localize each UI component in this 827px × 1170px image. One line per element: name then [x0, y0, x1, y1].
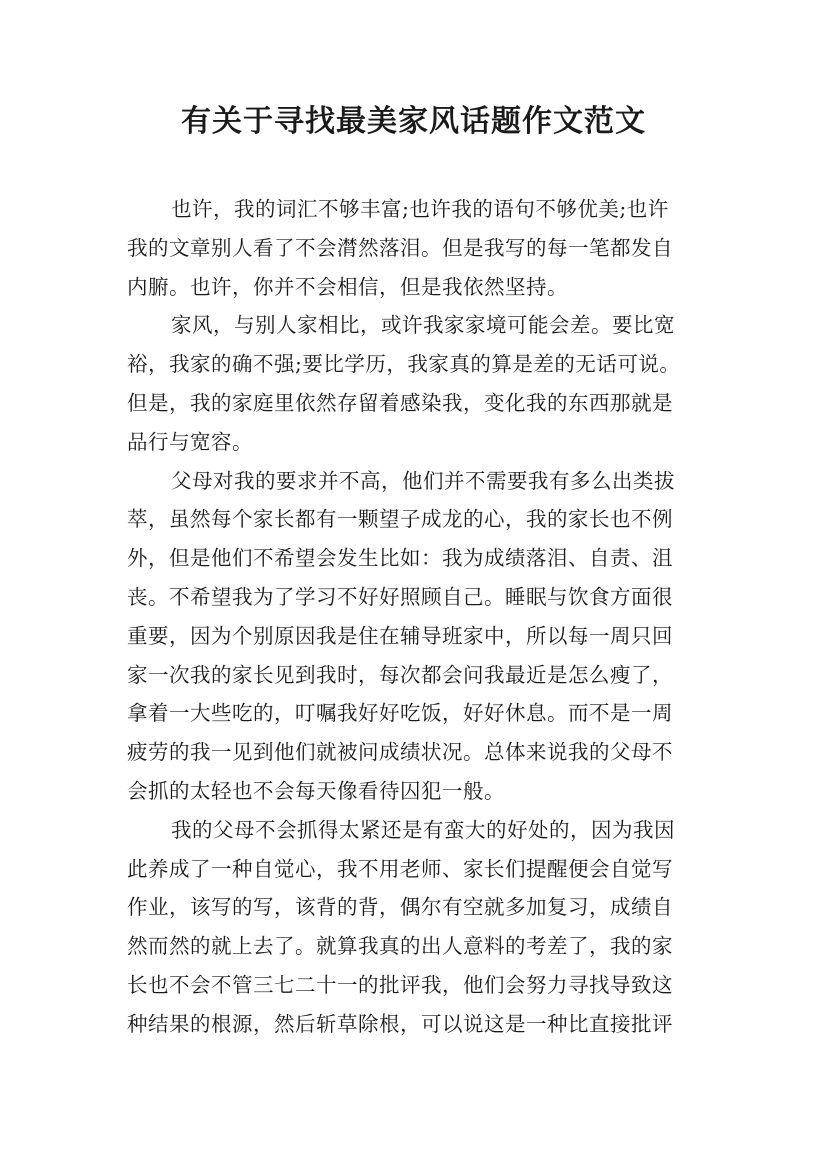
- text-line: 疲劳的我一见到他们就被问成绩状况。总体来说我的父母不: [127, 740, 673, 765]
- text-line: 父母对我的要求并不高，他们并不需要我有多么出类拔: [171, 468, 675, 493]
- text-line: 丧。不希望我为了学习不好好照顾自己。睡眠与饮食方面很: [127, 584, 673, 609]
- text-line: 拿着一大些吃的，叮嘱我好好吃饭，好好休息。而不是一周: [127, 701, 673, 726]
- text-line: 我的父母不会抓得太紧还是有蛮大的好处的，因为我因: [171, 817, 675, 842]
- text-line: 长也不会不管三七二十一的批评我，他们会努力寻找导致这: [127, 972, 673, 997]
- text-line: 此养成了一种自觉心，我不用老师、家长们提醒便会自觉写: [127, 856, 673, 881]
- text-line: 但是，我的家庭里依然存留着感染我，变化我的东西那就是: [127, 390, 673, 415]
- document-title: 有关于寻找最美家风话题作文范文: [181, 104, 646, 139]
- text-line: 家一次我的家长见到我时，每次都会问我最近是怎么瘦了，: [127, 662, 673, 687]
- text-line: 也许，我的词汇不够丰富;也许我的语句不够优美;也许: [171, 197, 669, 221]
- text-line: 外，但是他们不希望会发生比如：我为成绩落泪、自责、沮: [127, 546, 673, 571]
- text-line: 然而然的就上去了。就算我真的出人意料的考差了，我的家: [127, 934, 673, 959]
- text-line: 作业，该写的写，该背的背，偶尔有空就多加复习，成绩自: [127, 895, 673, 920]
- text-line: 品行与宽容。: [127, 429, 253, 454]
- text-line: 会抓的太轻也不会每天像看待囚犯一般。: [127, 778, 505, 803]
- text-line: 重要，因为个别原因我是住在辅导班家中，所以每一周只回: [127, 623, 673, 648]
- document-body: [127, 190, 712, 1044]
- text-line: 内腑。也许，你并不会相信，但是我依然坚持。: [127, 274, 568, 299]
- text-line: 萃，虽然每个家长都有一颗望子成龙的心，我的家长也不例: [127, 507, 673, 532]
- text-line: 裕，我家的确不强;要比学历，我家真的算是差的无话可说。: [127, 352, 681, 377]
- text-line: 种结果的根源，然后斩草除根，可以说这是一种比直接批评: [127, 1011, 673, 1036]
- text-line: 我的文章别人看了不会潸然落泪。但是我写的每一笔都发自: [127, 235, 673, 260]
- text-line: 家风，与别人家相比，或许我家家境可能会差。要比宽: [171, 313, 675, 338]
